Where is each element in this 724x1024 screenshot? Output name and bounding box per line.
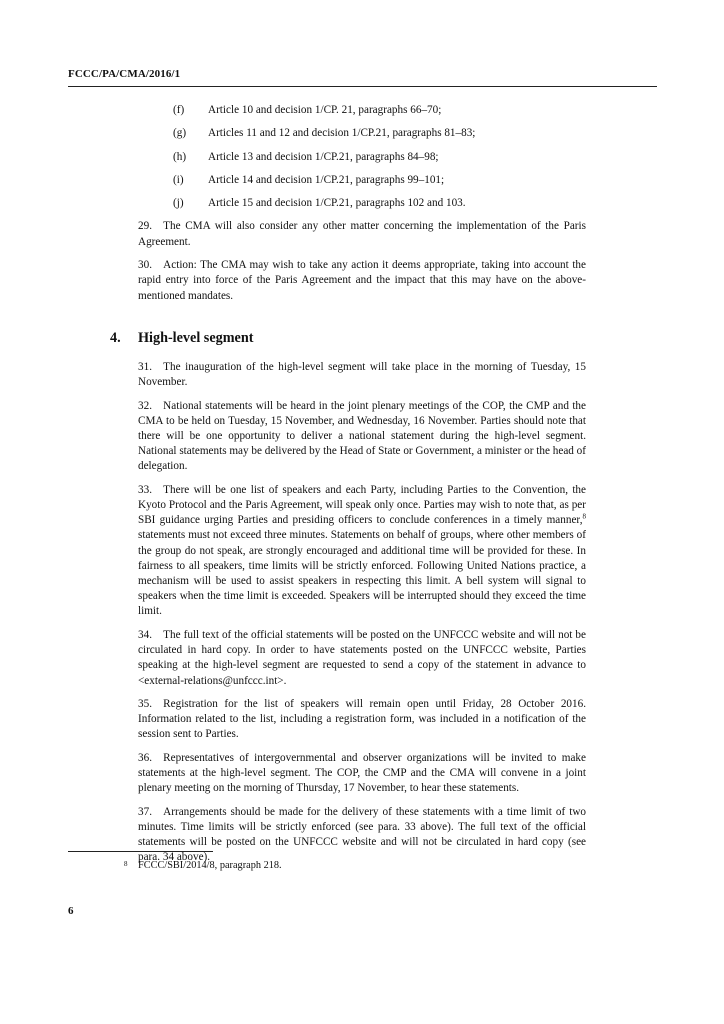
- paragraph-32: 32. National statements will be heard in the joint plenary meetings of the COP, the CMP and the CMA to be held on Tuesday, 15 November, and Wednesday, 16 November. Parties should note that there will be one opportunity to deliver a national statement during the high-level segment. National statements may be delivered by the Head of State or Government, a minister or the head of delegation.: [138, 399, 586, 473]
- document-symbol: FCCC/PA/CMA/2016/1: [68, 68, 181, 80]
- list-item-label: (f): [173, 104, 185, 116]
- paragraph-29: 29. The CMA will also consider any other matter concerning the implementation of the Paris Agreement.: [138, 220, 586, 248]
- list-item: [138, 150, 586, 165]
- paragraph-36: 36. Representatives of intergovernmental and observer organizations will be invited to make statements at the high-level segment. The COP, the CMP and the CMA will convene in a joint plenary meeting on the morning of Thursday, 17 November, to hear these statements.: [138, 751, 586, 795]
- footnote-divider: [68, 851, 213, 852]
- list-item: [138, 126, 586, 141]
- section-heading: [110, 330, 586, 347]
- page-number: 6: [68, 905, 74, 917]
- list-item-label: (g): [173, 127, 187, 140]
- paragraph-30: 30. Action: The CMA may wish to take any action it deems appropriate, taking into account the rapid entry into force of the Paris Agreement and the impact that this may have on the above-mentioned mandates.: [138, 259, 586, 302]
- footnote-mark: 8: [124, 860, 128, 868]
- paragraph-37: 37. Arrangements should be made for the delivery of these statements with a time limit of two minutes. Time limits will be strictly enforced (see para. 33 above). The full text of the official statements will be posted on the UNFCCC website and will not be circulated in hard copy (see para. 34 above).: [138, 805, 586, 864]
- header-divider: [68, 86, 657, 87]
- footnote-text: FCCC/SBI/2014/8, paragraph 218.: [138, 860, 282, 871]
- list-item-text: Article 14 and decision 1/CP.21, paragraphs 99–101;: [208, 173, 445, 186]
- list-item: [138, 103, 586, 118]
- list-item-text: Articles 11 and 12 and decision 1/CP.21, paragraphs 81–83;: [208, 127, 476, 140]
- list-item-label: (i): [173, 173, 184, 186]
- list-item: [138, 173, 586, 188]
- footnote-reference[interactable]: 8: [582, 512, 586, 521]
- paragraph-33-text-start: 33. There will be one list of speakers and each Party, including Parties to the Convention, the Kyoto Protocol and the Paris Agreement, will speak only once. Parties may wish to note that, as per SBI guidance urging Parties and presiding officers to conclude conferences in a timely manner,: [138, 483, 586, 527]
- list-item-label: (h): [173, 150, 187, 163]
- list-item-label: (j): [173, 197, 184, 210]
- section-number: 4.: [110, 329, 121, 346]
- paragraph-33: [138, 483, 586, 620]
- paragraph-33-text-end: statements must not exceed three minutes. Statements on behalf of groups, where other members of the group do not speak, are strongly encouraged and additional time will be provided for these. In fairness to all speakers, time limits will be strictly enforced. Following United Nations practice, a mechanism will be used to assist speakers in respecting this limit. A bell system will signal to speakers when the time limit is exceeded. Speakers will be interrupted should they exceed the time limit.: [138, 529, 586, 618]
- page-body: [110, 103, 586, 874]
- paragraph-35: 35. Registration for the list of speakers will remain open until Friday, 28 October 2016. Information related to the list, including a registration form, was included in a notification of the session sent to Parties.: [138, 698, 586, 741]
- paragraph-34: 34. The full text of the official statements will be posted on the UNFCCC website and will not be circulated in hard copy. In order to have statements posted on the UNFCCC website, Parties speaking at the high-level segment are requested to send a copy of the statement in advance to <external-relations@unfccc.int>.: [138, 628, 586, 687]
- list-item-text: Article 10 and decision 1/CP. 21, paragraphs 66–70;: [208, 104, 442, 116]
- list-item-text: Article 13 and decision 1/CP.21, paragraphs 84–98;: [208, 150, 439, 163]
- list-item-text: Article 15 and decision 1/CP.21, paragraphs 102 and 103.: [208, 197, 466, 210]
- list-item: [138, 196, 586, 211]
- paragraph-31: 31. The inauguration of the high-level segment will take place in the morning of Tuesday, 15 November.: [138, 360, 586, 388]
- section-title: High-level segment: [138, 329, 254, 346]
